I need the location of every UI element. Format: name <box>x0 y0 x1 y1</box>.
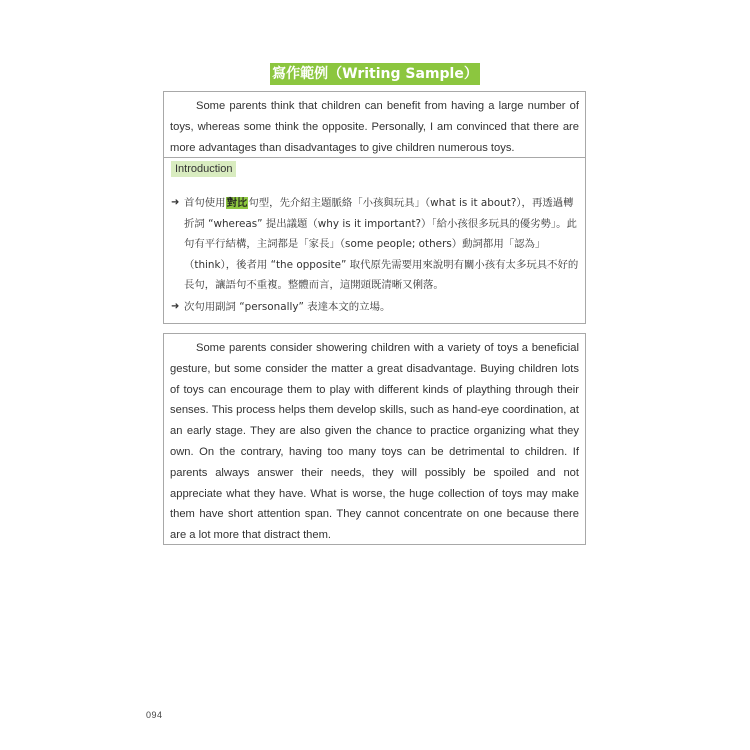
page-number: 094 <box>146 710 163 720</box>
body-paragraph-box <box>163 333 586 545</box>
note-text-before: 首句使用 <box>184 197 226 209</box>
note-text-after: 句型，先介紹主題脈絡「小孩與玩具」（what is it about?），再透過轉折詞 “whereas” 提出議題（why is it important?）「給小孩很多玩具的優劣勢」。此句有平行結構，主詞都是「家長」（some people; others）動詞都用「認為」（think），後者用 “the opposite” 取代原先需要用來說明有關小孩有太多玩具不好的長句，讓語句不重複。整體而言，這開頭既清晰又俐落。 <box>184 197 579 292</box>
body-paragraph: Some parents consider showering children with a variety of toys a beneficial gesture, but some consider the matter a great disadvantage. Buying children lots of toys can encourage them to play with different kinds of plaything through their senses. This process helps them develop skills, such as hand-eye coordination, at an early stage. They are also given the chance to practice organizing what they own. On the contrary, having too many toys can be detrimental to children. If parents always answer their needs, they will possibly be spoiled and not appreciate what they have. What is worse, the huge collection of toys may make them have short attention span. They cannot concentrate on one because there are a lot more that distract them. <box>170 342 579 542</box>
introduction-box <box>163 91 586 324</box>
introduction-label: Introduction <box>171 161 236 177</box>
note-item <box>171 297 579 318</box>
divider <box>164 157 585 158</box>
note-item <box>171 193 579 296</box>
intro-paragraph: Some parents think that children can benefit from having a large number of toys, whereas some think the opposite. Personally, I am convinced that there are more advantages than disadvantages to give children numerous toys. <box>170 100 579 154</box>
highlight-keyword: 對比 <box>226 197 248 209</box>
note-text-before: 次句用副詞 “personally” 表達本文的立場。 <box>184 300 391 313</box>
analysis-notes <box>171 193 579 318</box>
right-arrow-icon: ➜ <box>171 300 180 312</box>
section-title: 寫作範例（Writing Sample） <box>270 63 480 85</box>
right-arrow-icon: ➜ <box>171 197 180 208</box>
